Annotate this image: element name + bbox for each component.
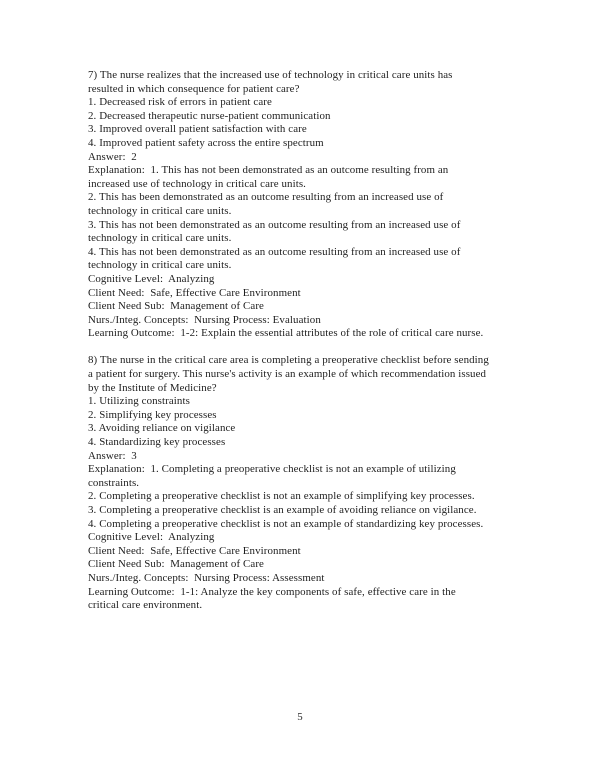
text-line: Learning Outcome: 1-1: Analyze the key components of safe, effective care in the — [88, 585, 456, 598]
text-line: Cognitive Level: Analyzing — [88, 272, 215, 285]
text-line: Explanation: 1. This has not been demonstrated as an outcome resulting from an — [88, 164, 449, 177]
text-line: Learning Outcome: 1-2: Explain the essential attributes of the role of critical care nurse. — [88, 327, 484, 340]
text-line: technology in critical care units. — [88, 204, 232, 217]
text-line: Answer: 3 — [88, 449, 137, 462]
question-7-block — [88, 69, 528, 341]
text-line: 7) The nurse realizes that the increased use of technology in critical care units has — [88, 69, 453, 81]
page-text-content — [88, 69, 528, 613]
text-line: 4. Standardizing key processes — [88, 436, 226, 449]
text-line: Client Need: Safe, Effective Care Environment — [88, 286, 301, 299]
text-line: 4. This has not been demonstrated as an outcome resulting from an increased use of — [88, 245, 461, 258]
text-line: 8) The nurse in the critical care area is completing a preoperative checklist before sending — [88, 354, 489, 367]
text-line: 3. Improved overall patient satisfaction with care — [88, 123, 307, 136]
text-line: Client Need Sub: Management of Care — [88, 300, 264, 313]
text-line: Nurs./Integ. Concepts: Nursing Process: Evaluation — [88, 313, 321, 326]
text-line: Nurs./Integ. Concepts: Nursing Process: Assessment — [88, 571, 325, 584]
text-line: constraints. — [88, 476, 140, 489]
text-line: Client Need Sub: Management of Care — [88, 558, 264, 571]
question-8-block — [88, 354, 528, 612]
text-line: 3. Avoiding reliance on vigilance — [88, 422, 236, 435]
text-line: critical care environment. — [88, 599, 203, 612]
text-line: 2. Decreased therapeutic nurse-patient communication — [88, 109, 331, 122]
text-line: Cognitive Level: Analyzing — [88, 531, 215, 544]
text-line: 2. Simplifying key processes — [88, 408, 217, 421]
text-line: Client Need: Safe, Effective Care Environment — [88, 544, 301, 557]
text-line: 4. Improved patient safety across the entire spectrum — [88, 136, 324, 149]
text-line: 1. Decreased risk of errors in patient care — [88, 96, 272, 109]
text-line: 3. Completing a preoperative checklist is an example of avoiding reliance on vigilance. — [88, 504, 477, 516]
text-line: 2. This has been demonstrated as an outcome resulting from an increased use of — [88, 191, 444, 204]
text-line: technology in critical care units. — [88, 259, 232, 272]
text-line: increased use of technology in critical care units. — [88, 177, 306, 190]
text-line: 3. This has not been demonstrated as an outcome resulting from an increased use of — [88, 218, 461, 231]
text-line: by the Institute of Medicine? — [88, 381, 217, 394]
text-line: Explanation: 1. Completing a preoperative checklist is not an example of utilizing — [88, 463, 456, 476]
text-line: resulted in which consequence for patient care? — [88, 82, 300, 95]
text-line: 4. Completing a preoperative checklist is not an example of standardizing key processes. — [88, 517, 484, 530]
text-line: a patient for surgery. This nurse's activity is an example of which recommendation issued — [88, 368, 487, 381]
text-line: 1. Utilizing constraints — [88, 395, 190, 408]
text-line: Answer: 2 — [88, 150, 137, 163]
text-line: technology in critical care units. — [88, 232, 232, 245]
page-number: 5 — [297, 711, 303, 723]
text-line: 2. Completing a preoperative checklist is not an example of simplifying key processes. — [88, 490, 475, 503]
